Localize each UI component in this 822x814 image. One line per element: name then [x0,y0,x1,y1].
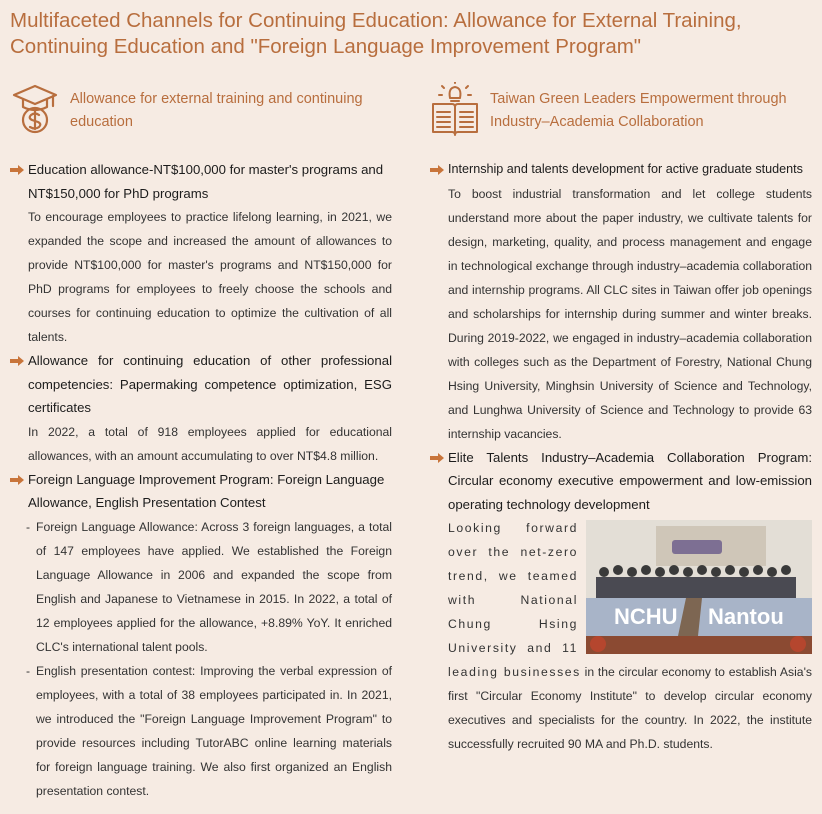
arrow-right-icon [430,453,444,463]
sub-item-english-presentation-contest: - English presentation contest: Improving the verbal expression of employees, with a total of 38 employees participated in. In 2021, we introduced the "Foreign Language Improvement Program" to provide resources including TutorABC online learning materials for foreign language training. We also first organized an English presentation contest. [26,663,392,798]
title-line-1: Multifaceted Channels for Continuing Education: Allowance for External Training, [10,9,742,32]
arrow-right-icon [10,356,24,366]
left-item-2 [10,349,392,468]
left-column [10,82,392,803]
item-body [430,516,812,756]
item-heading: Elite Talents Industry–Academia Collaboration Program: Circular economy executive empowerment and low-emission operating technology development [430,446,812,517]
body-continuation: in the circular economy to establish Asia's first "Circular Economy Institute" to develop circular economy executives and specialists for the country. In 2022, the institute successfully recruited 90 MA and Ph.D. students. [448,665,813,751]
page-title [10,8,810,60]
right-column [430,82,812,756]
item-body: In 2022, a total of 918 employees applied for educational allowances, with an amount accumulating to over NT$4.8 million. [28,424,392,463]
banner-left-text: NCHU [614,604,678,629]
arrow-right-icon [430,165,444,175]
item-heading: Internship and talents development for active graduate students [430,158,812,182]
item-heading: Allowance for continuing education of other professional competencies: Papermaking competence optimization, ESG certificates [10,349,392,420]
right-item-1 [430,158,812,446]
event-photo [586,520,812,654]
title-line-2: Continuing Education and "Foreign Language Improvement Program" [10,35,642,58]
wrapped-text: Looking forward over the net-zero trend, we teamed with National Chung Hsing University and 11 leading businesses [448,521,581,679]
right-section-header [430,82,812,142]
item-body: To boost industrial transformation and let college students understand more about the paper industry, we cultivate talents for design, marketing, quality, and process management and engage in technological exchange through industry–academia collaboration and internship programs. All CLC sites in Taiwan offer job openings and scholarships for internship during summer and winter breaks. During 2019-2022, we engaged in industry–academia collaboration with colleges such as the Department of Forestry, National Chung Hsing University, Minghsin University of Science and Technology, and Lunghwa University of Science and Technology to provide 63 internship vacancies. [448,186,812,441]
item-heading: Education allowance-NT$100,000 for master's programs and NT$150,000 for PhD programs [10,158,392,205]
banner-right-text: Nantou [708,604,784,629]
open-book-lightbulb-icon [430,82,480,136]
sub-item-foreign-language-allowance: - Foreign Language Allowance: Across 3 foreign languages, a total of 147 employees have applied. We established the Foreign Language Allowance in 2006 and expanded the scope from English and Japanese to Vietnamese in 2015. In 2022, a total of 12 employees applied for the allowance, +8.89% YoY. It enriched CLC's international talent pools. [26,519,392,654]
arrow-right-icon [10,475,24,485]
item-heading: Foreign Language Improvement Program: Foreign Language Allowance, English Presentation Contest [10,468,392,515]
left-item-3 [10,468,392,803]
item-body: To encourage employees to practice lifelong learning, in 2021, we expanded the scope and increased the amount of allowances to provide NT$100,000 for master's programs and NT$150,000 for PhD programs for employees to freely choose the schools and courses for continuing education to optimize the cultivation of all talents. [28,210,392,344]
right-section-title: Taiwan Green Leaders Empowerment through Industry–Academia Collaboration [490,91,787,130]
arrow-right-icon [10,165,24,175]
left-section-header [10,82,392,142]
left-section-title: Allowance for external training and continuing education [70,91,363,130]
graduation-cap-dollar-icon [10,82,60,136]
right-item-2 [430,446,812,757]
left-item-1 [10,158,392,349]
